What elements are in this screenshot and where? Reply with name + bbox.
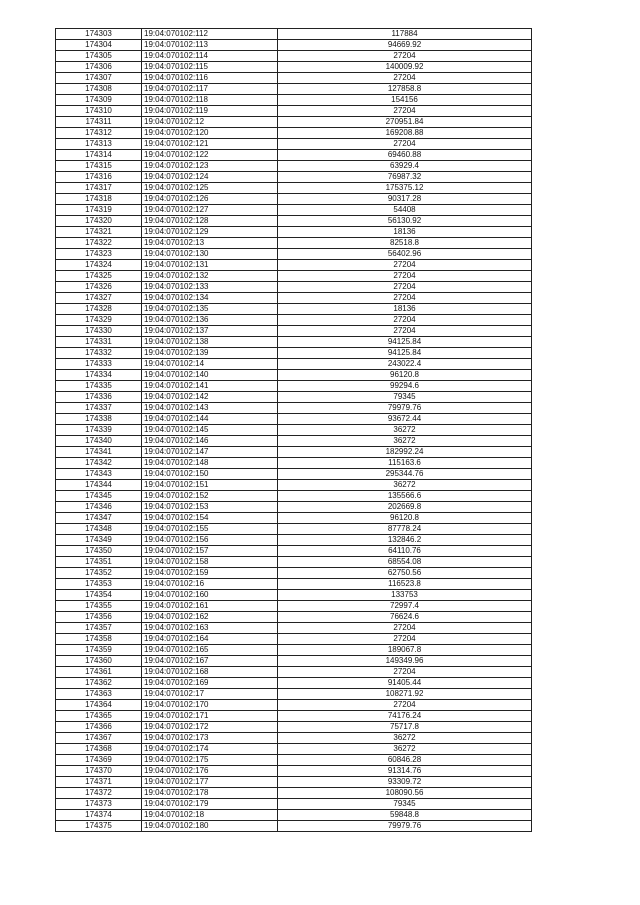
table-row <box>56 238 532 249</box>
table-row <box>56 502 532 513</box>
cell-record-id: 174314 <box>56 150 142 161</box>
table-row <box>56 436 532 447</box>
cell-record-id: 174319 <box>56 205 142 216</box>
cell-amount: 79979.76 <box>278 821 532 832</box>
cell-amount: 74176.24 <box>278 711 532 722</box>
cell-record-id: 174364 <box>56 700 142 711</box>
cell-cadastral-number: 19:04:070102:168 <box>142 667 278 678</box>
cell-amount: 27204 <box>278 271 532 282</box>
cell-cadastral-number: 19:04:070102:115 <box>142 62 278 73</box>
cell-record-id: 174309 <box>56 95 142 106</box>
cell-cadastral-number: 19:04:070102:174 <box>142 744 278 755</box>
cell-amount: 76624.6 <box>278 612 532 623</box>
cell-amount: 36272 <box>278 733 532 744</box>
cell-record-id: 174345 <box>56 491 142 502</box>
cell-record-id: 174348 <box>56 524 142 535</box>
table-row <box>56 370 532 381</box>
cell-record-id: 174305 <box>56 51 142 62</box>
table-row <box>56 700 532 711</box>
cell-cadastral-number: 19:04:070102:116 <box>142 73 278 84</box>
cell-record-id: 174324 <box>56 260 142 271</box>
cell-cadastral-number: 19:04:070102:165 <box>142 645 278 656</box>
cell-cadastral-number: 19:04:070102:130 <box>142 249 278 260</box>
cell-record-id: 174356 <box>56 612 142 623</box>
table-row <box>56 161 532 172</box>
cell-record-id: 174363 <box>56 689 142 700</box>
table-row <box>56 62 532 73</box>
cell-amount: 96120.8 <box>278 370 532 381</box>
cell-cadastral-number: 19:04:070102:121 <box>142 139 278 150</box>
table-row <box>56 799 532 810</box>
cell-cadastral-number: 19:04:070102:14 <box>142 359 278 370</box>
cell-cadastral-number: 19:04:070102:142 <box>142 392 278 403</box>
cell-record-id: 174355 <box>56 601 142 612</box>
cell-record-id: 174359 <box>56 645 142 656</box>
cell-amount: 18136 <box>278 227 532 238</box>
cell-amount: 93309.72 <box>278 777 532 788</box>
cell-record-id: 174336 <box>56 392 142 403</box>
cell-amount: 27204 <box>278 73 532 84</box>
table-row <box>56 579 532 590</box>
cell-cadastral-number: 19:04:070102:151 <box>142 480 278 491</box>
cell-amount: 87778.24 <box>278 524 532 535</box>
cell-cadastral-number: 19:04:070102:173 <box>142 733 278 744</box>
cell-amount: 79979.76 <box>278 403 532 414</box>
table-row <box>56 425 532 436</box>
cell-record-id: 174311 <box>56 117 142 128</box>
cell-record-id: 174369 <box>56 755 142 766</box>
cell-cadastral-number: 19:04:070102:135 <box>142 304 278 315</box>
cell-cadastral-number: 19:04:070102:170 <box>142 700 278 711</box>
cell-record-id: 174329 <box>56 315 142 326</box>
table-row <box>56 117 532 128</box>
table-row <box>56 645 532 656</box>
cell-record-id: 174328 <box>56 304 142 315</box>
cell-record-id: 174327 <box>56 293 142 304</box>
table-row <box>56 128 532 139</box>
cell-record-id: 174358 <box>56 634 142 645</box>
cell-amount: 27204 <box>278 106 532 117</box>
cell-record-id: 174344 <box>56 480 142 491</box>
table-row <box>56 139 532 150</box>
table-row <box>56 304 532 315</box>
table-row <box>56 766 532 777</box>
cell-cadastral-number: 19:04:070102:13 <box>142 238 278 249</box>
cell-amount: 135566.6 <box>278 491 532 502</box>
cell-record-id: 174342 <box>56 458 142 469</box>
table-row <box>56 414 532 425</box>
cell-amount: 27204 <box>278 315 532 326</box>
cell-amount: 62750.56 <box>278 568 532 579</box>
cell-cadastral-number: 19:04:070102:134 <box>142 293 278 304</box>
table-row <box>56 359 532 370</box>
cell-record-id: 174350 <box>56 546 142 557</box>
cell-amount: 64110.76 <box>278 546 532 557</box>
cell-cadastral-number: 19:04:070102:167 <box>142 656 278 667</box>
cell-record-id: 174316 <box>56 172 142 183</box>
cell-record-id: 174333 <box>56 359 142 370</box>
table-row <box>56 249 532 260</box>
table-row <box>56 733 532 744</box>
table-row <box>56 623 532 634</box>
cell-amount: 79345 <box>278 392 532 403</box>
cell-cadastral-number: 19:04:070102:132 <box>142 271 278 282</box>
table-row <box>56 546 532 557</box>
cell-record-id: 174366 <box>56 722 142 733</box>
cell-amount: 76987.32 <box>278 172 532 183</box>
table-row <box>56 755 532 766</box>
table-row <box>56 821 532 832</box>
cell-cadastral-number: 19:04:070102:117 <box>142 84 278 95</box>
cell-cadastral-number: 19:04:070102:145 <box>142 425 278 436</box>
table-row <box>56 106 532 117</box>
cell-cadastral-number: 19:04:070102:180 <box>142 821 278 832</box>
cell-cadastral-number: 19:04:070102:175 <box>142 755 278 766</box>
table-row <box>56 590 532 601</box>
cell-cadastral-number: 19:04:070102:144 <box>142 414 278 425</box>
cell-record-id: 174323 <box>56 249 142 260</box>
cell-cadastral-number: 19:04:070102:148 <box>142 458 278 469</box>
cell-cadastral-number: 19:04:070102:137 <box>142 326 278 337</box>
table-row <box>56 172 532 183</box>
cell-amount: 116523.8 <box>278 579 532 590</box>
cell-amount: 63929.4 <box>278 161 532 172</box>
cell-cadastral-number: 19:04:070102:162 <box>142 612 278 623</box>
table-row <box>56 348 532 359</box>
table-row <box>56 194 532 205</box>
cell-amount: 132846.2 <box>278 535 532 546</box>
cell-cadastral-number: 19:04:070102:17 <box>142 689 278 700</box>
cell-cadastral-number: 19:04:070102:114 <box>142 51 278 62</box>
table-row <box>56 535 532 546</box>
cell-record-id: 174315 <box>56 161 142 172</box>
table-body <box>56 29 532 832</box>
table-row <box>56 458 532 469</box>
cell-record-id: 174372 <box>56 788 142 799</box>
cell-cadastral-number: 19:04:070102:112 <box>142 29 278 40</box>
cell-amount: 68554.08 <box>278 557 532 568</box>
cell-record-id: 174370 <box>56 766 142 777</box>
cell-record-id: 174325 <box>56 271 142 282</box>
table-row <box>56 634 532 645</box>
cell-amount: 27204 <box>278 260 532 271</box>
cell-amount: 27204 <box>278 282 532 293</box>
cell-amount: 108271.92 <box>278 689 532 700</box>
cell-amount: 99294.6 <box>278 381 532 392</box>
cell-cadastral-number: 19:04:070102:154 <box>142 513 278 524</box>
table-row <box>56 491 532 502</box>
cell-cadastral-number: 19:04:070102:140 <box>142 370 278 381</box>
table-row <box>56 711 532 722</box>
cell-cadastral-number: 19:04:070102:126 <box>142 194 278 205</box>
cell-amount: 27204 <box>278 293 532 304</box>
cell-record-id: 174331 <box>56 337 142 348</box>
cell-cadastral-number: 19:04:070102:119 <box>142 106 278 117</box>
table-row <box>56 381 532 392</box>
cell-record-id: 174308 <box>56 84 142 95</box>
table-row <box>56 315 532 326</box>
cell-amount: 295344.76 <box>278 469 532 480</box>
table-row <box>56 51 532 62</box>
cell-amount: 94125.84 <box>278 348 532 359</box>
cell-amount: 27204 <box>278 634 532 645</box>
cell-amount: 27204 <box>278 623 532 634</box>
cell-record-id: 174335 <box>56 381 142 392</box>
cell-cadastral-number: 19:04:070102:163 <box>142 623 278 634</box>
cell-amount: 133753 <box>278 590 532 601</box>
cell-amount: 59848.8 <box>278 810 532 821</box>
cell-amount: 79345 <box>278 799 532 810</box>
cell-record-id: 174303 <box>56 29 142 40</box>
cell-amount: 27204 <box>278 51 532 62</box>
cell-cadastral-number: 19:04:070102:124 <box>142 172 278 183</box>
table-row <box>56 612 532 623</box>
cell-record-id: 174304 <box>56 40 142 51</box>
cell-record-id: 174326 <box>56 282 142 293</box>
cell-cadastral-number: 19:04:070102:16 <box>142 579 278 590</box>
table-row <box>56 293 532 304</box>
cell-cadastral-number: 19:04:070102:164 <box>142 634 278 645</box>
table-row <box>56 326 532 337</box>
cell-cadastral-number: 19:04:070102:146 <box>142 436 278 447</box>
table-row <box>56 227 532 238</box>
cell-amount: 54408 <box>278 205 532 216</box>
cell-amount: 56402.96 <box>278 249 532 260</box>
cell-amount: 27204 <box>278 326 532 337</box>
table-row <box>56 744 532 755</box>
table-row <box>56 524 532 535</box>
table-row <box>56 84 532 95</box>
cell-amount: 243022.4 <box>278 359 532 370</box>
cell-record-id: 174317 <box>56 183 142 194</box>
cell-cadastral-number: 19:04:070102:12 <box>142 117 278 128</box>
cell-record-id: 174357 <box>56 623 142 634</box>
cell-record-id: 174351 <box>56 557 142 568</box>
table-row <box>56 656 532 667</box>
cell-amount: 56130.92 <box>278 216 532 227</box>
cell-cadastral-number: 19:04:070102:143 <box>142 403 278 414</box>
table-row <box>56 337 532 348</box>
cell-amount: 140009.92 <box>278 62 532 73</box>
table-row <box>56 480 532 491</box>
cell-record-id: 174354 <box>56 590 142 601</box>
table-row <box>56 777 532 788</box>
table-row <box>56 392 532 403</box>
cell-record-id: 174338 <box>56 414 142 425</box>
cell-cadastral-number: 19:04:070102:155 <box>142 524 278 535</box>
cell-cadastral-number: 19:04:070102:131 <box>142 260 278 271</box>
cell-cadastral-number: 19:04:070102:159 <box>142 568 278 579</box>
cell-cadastral-number: 19:04:070102:127 <box>142 205 278 216</box>
cell-cadastral-number: 19:04:070102:122 <box>142 150 278 161</box>
cell-record-id: 174310 <box>56 106 142 117</box>
table-row <box>56 788 532 799</box>
table-row <box>56 205 532 216</box>
cell-cadastral-number: 19:04:070102:158 <box>142 557 278 568</box>
cell-record-id: 174361 <box>56 667 142 678</box>
cell-cadastral-number: 19:04:070102:176 <box>142 766 278 777</box>
table-row <box>56 260 532 271</box>
cell-amount: 108090.56 <box>278 788 532 799</box>
cell-amount: 149349.96 <box>278 656 532 667</box>
cell-cadastral-number: 19:04:070102:18 <box>142 810 278 821</box>
cell-record-id: 174353 <box>56 579 142 590</box>
cell-cadastral-number: 19:04:070102:128 <box>142 216 278 227</box>
cell-record-id: 174318 <box>56 194 142 205</box>
cell-cadastral-number: 19:04:070102:171 <box>142 711 278 722</box>
cell-amount: 127858.8 <box>278 84 532 95</box>
cell-amount: 36272 <box>278 436 532 447</box>
table-row <box>56 601 532 612</box>
cell-cadastral-number: 19:04:070102:138 <box>142 337 278 348</box>
cell-record-id: 174365 <box>56 711 142 722</box>
cell-cadastral-number: 19:04:070102:179 <box>142 799 278 810</box>
cell-amount: 154156 <box>278 95 532 106</box>
cell-record-id: 174368 <box>56 744 142 755</box>
table-row <box>56 150 532 161</box>
table-row <box>56 689 532 700</box>
cell-cadastral-number: 19:04:070102:157 <box>142 546 278 557</box>
cell-record-id: 174373 <box>56 799 142 810</box>
cell-record-id: 174347 <box>56 513 142 524</box>
cell-record-id: 174312 <box>56 128 142 139</box>
cell-cadastral-number: 19:04:070102:139 <box>142 348 278 359</box>
table-row <box>56 282 532 293</box>
cell-cadastral-number: 19:04:070102:177 <box>142 777 278 788</box>
cell-amount: 96120.8 <box>278 513 532 524</box>
cell-cadastral-number: 19:04:070102:113 <box>142 40 278 51</box>
cell-amount: 169208.88 <box>278 128 532 139</box>
cell-record-id: 174330 <box>56 326 142 337</box>
cell-amount: 189067.8 <box>278 645 532 656</box>
table-row <box>56 216 532 227</box>
cell-record-id: 174340 <box>56 436 142 447</box>
cell-amount: 91314.76 <box>278 766 532 777</box>
cell-cadastral-number: 19:04:070102:141 <box>142 381 278 392</box>
cell-record-id: 174321 <box>56 227 142 238</box>
cell-cadastral-number: 19:04:070102:160 <box>142 590 278 601</box>
table-row <box>56 810 532 821</box>
cell-amount: 93672.44 <box>278 414 532 425</box>
cell-record-id: 174349 <box>56 535 142 546</box>
table-row <box>56 29 532 40</box>
cell-cadastral-number: 19:04:070102:118 <box>142 95 278 106</box>
cell-record-id: 174320 <box>56 216 142 227</box>
cell-record-id: 174332 <box>56 348 142 359</box>
cell-amount: 27204 <box>278 700 532 711</box>
cell-cadastral-number: 19:04:070102:136 <box>142 315 278 326</box>
cell-cadastral-number: 19:04:070102:172 <box>142 722 278 733</box>
cell-amount: 36272 <box>278 744 532 755</box>
cell-amount: 182992.24 <box>278 447 532 458</box>
cell-record-id: 174375 <box>56 821 142 832</box>
cell-record-id: 174374 <box>56 810 142 821</box>
cell-record-id: 174362 <box>56 678 142 689</box>
table-row <box>56 271 532 282</box>
table-row <box>56 403 532 414</box>
table-row <box>56 513 532 524</box>
cell-amount: 27204 <box>278 139 532 150</box>
cell-amount: 69460.88 <box>278 150 532 161</box>
cell-cadastral-number: 19:04:070102:156 <box>142 535 278 546</box>
cell-cadastral-number: 19:04:070102:169 <box>142 678 278 689</box>
cell-amount: 91405.44 <box>278 678 532 689</box>
cell-cadastral-number: 19:04:070102:123 <box>142 161 278 172</box>
cell-amount: 90317.28 <box>278 194 532 205</box>
cell-amount: 60846.28 <box>278 755 532 766</box>
cell-cadastral-number: 19:04:070102:133 <box>142 282 278 293</box>
cell-cadastral-number: 19:04:070102:161 <box>142 601 278 612</box>
cell-amount: 115163.6 <box>278 458 532 469</box>
cell-cadastral-number: 19:04:070102:129 <box>142 227 278 238</box>
cell-record-id: 174371 <box>56 777 142 788</box>
cell-amount: 72997.4 <box>278 601 532 612</box>
cell-cadastral-number: 19:04:070102:152 <box>142 491 278 502</box>
cell-record-id: 174322 <box>56 238 142 249</box>
cell-amount: 175375.12 <box>278 183 532 194</box>
table-row <box>56 557 532 568</box>
cell-record-id: 174307 <box>56 73 142 84</box>
cell-amount: 202669.8 <box>278 502 532 513</box>
cell-cadastral-number: 19:04:070102:178 <box>142 788 278 799</box>
cell-amount: 36272 <box>278 480 532 491</box>
cell-cadastral-number: 19:04:070102:120 <box>142 128 278 139</box>
table-row <box>56 667 532 678</box>
cell-amount: 270951.84 <box>278 117 532 128</box>
cell-cadastral-number: 19:04:070102:125 <box>142 183 278 194</box>
cell-record-id: 174339 <box>56 425 142 436</box>
cell-amount: 36272 <box>278 425 532 436</box>
cell-record-id: 174337 <box>56 403 142 414</box>
cell-amount: 75717.8 <box>278 722 532 733</box>
table-row <box>56 678 532 689</box>
table-row <box>56 722 532 733</box>
cell-cadastral-number: 19:04:070102:153 <box>142 502 278 513</box>
table-row <box>56 40 532 51</box>
cell-amount: 94125.84 <box>278 337 532 348</box>
cell-record-id: 174306 <box>56 62 142 73</box>
cell-amount: 18136 <box>278 304 532 315</box>
cell-amount: 27204 <box>278 667 532 678</box>
table-row <box>56 469 532 480</box>
cell-record-id: 174341 <box>56 447 142 458</box>
cell-record-id: 174313 <box>56 139 142 150</box>
cell-record-id: 174334 <box>56 370 142 381</box>
cell-amount: 82518.8 <box>278 238 532 249</box>
cell-record-id: 174346 <box>56 502 142 513</box>
cell-record-id: 174343 <box>56 469 142 480</box>
table-row <box>56 568 532 579</box>
cell-cadastral-number: 19:04:070102:150 <box>142 469 278 480</box>
table-row <box>56 447 532 458</box>
cell-amount: 117884 <box>278 29 532 40</box>
table-row <box>56 73 532 84</box>
table-row <box>56 183 532 194</box>
cell-record-id: 174367 <box>56 733 142 744</box>
table-row <box>56 95 532 106</box>
data-table <box>55 28 532 832</box>
cell-cadastral-number: 19:04:070102:147 <box>142 447 278 458</box>
cell-record-id: 174360 <box>56 656 142 667</box>
cell-amount: 94669.92 <box>278 40 532 51</box>
cell-record-id: 174352 <box>56 568 142 579</box>
